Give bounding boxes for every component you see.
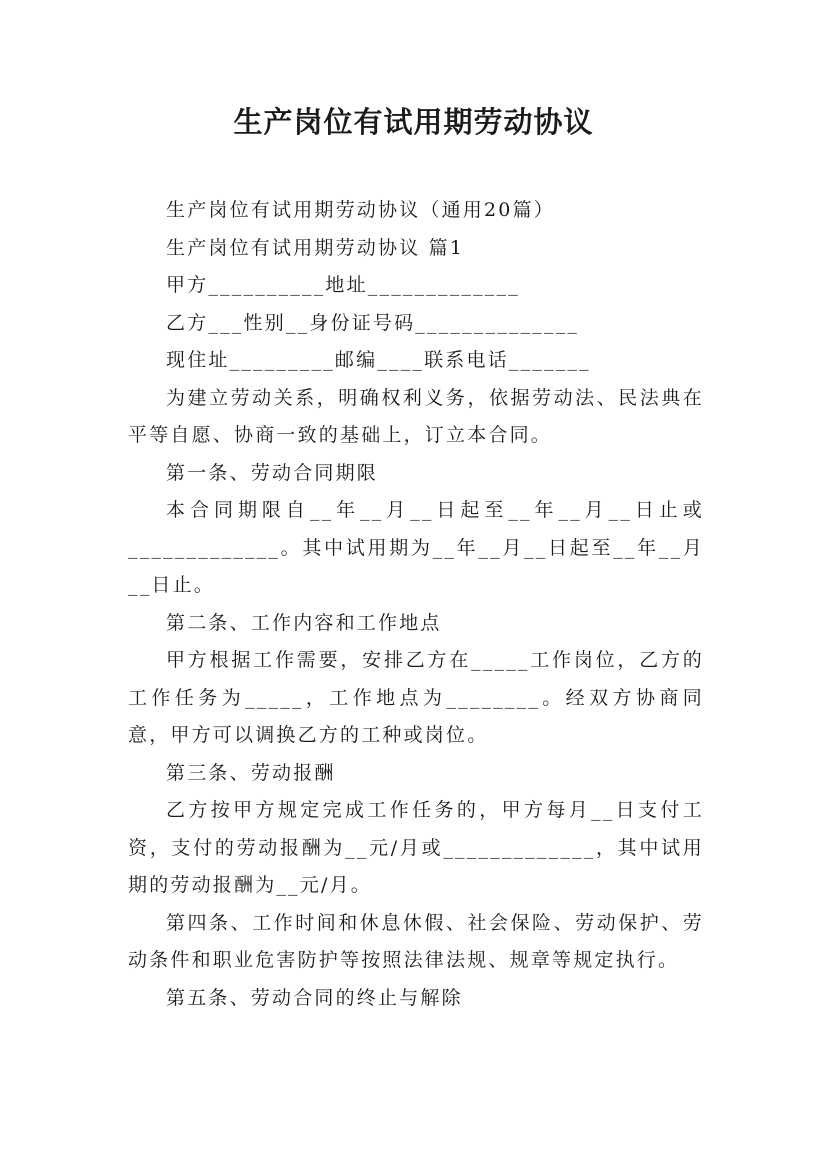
clause-3-heading: 第三条、劳动报酬 xyxy=(166,761,336,784)
clause-3-body: 乙方按甲方规定完成工作任务的，甲方每月__日支付工资，支付的劳动报酬为__元/月或_____________，其中试用期的劳动报酬为__元/月。 xyxy=(128,799,704,896)
paragraph-subtitle: 生产岗位有试用期劳动协议（通用20篇） xyxy=(166,199,555,221)
paragraph-article-heading: 生产岗位有试用期劳动协议 篇1 xyxy=(166,236,465,259)
document-body xyxy=(128,192,704,1017)
clause-2-heading: 第二条、工作内容和工作地点 xyxy=(166,611,442,634)
document-title: 生产岗位有试用期劳动协议 xyxy=(233,105,594,139)
paragraph-address: 现住址_________邮编____联系电话_______ xyxy=(166,349,591,371)
clause-5-heading: 第五条、劳动合同的终止与解除 xyxy=(166,986,463,1009)
clause-2-body: 甲方根据工作需要，安排乙方在_____工作岗位，乙方的工作任务为_____，工作地点为________。经双方协商同意，甲方可以调换乙方的工种或岗位。 xyxy=(128,649,704,746)
paragraph-preamble: 为建立劳动关系，明确权利义务，依据劳动法、民法典在平等自愿、协商一致的基础上，订立本合同。 xyxy=(128,386,704,446)
clause-1-body: 本合同期限自__年__月__日起至__年__月__日止或_____________。其中试用期为__年__月__日起至__年__月__日止。 xyxy=(128,499,704,596)
paragraph-party-a: 甲方__________地址_____________ xyxy=(166,274,520,296)
clause-4-body: 第四条、工作时间和休息休假、社会保险、劳动保护、劳动条件和职业危害防护等按照法律法规、规章等规定执行。 xyxy=(128,911,704,971)
clause-1-heading: 第一条、劳动合同期限 xyxy=(166,461,379,484)
paragraph-party-b: 乙方___性别__身份证号码______________ xyxy=(166,311,580,334)
